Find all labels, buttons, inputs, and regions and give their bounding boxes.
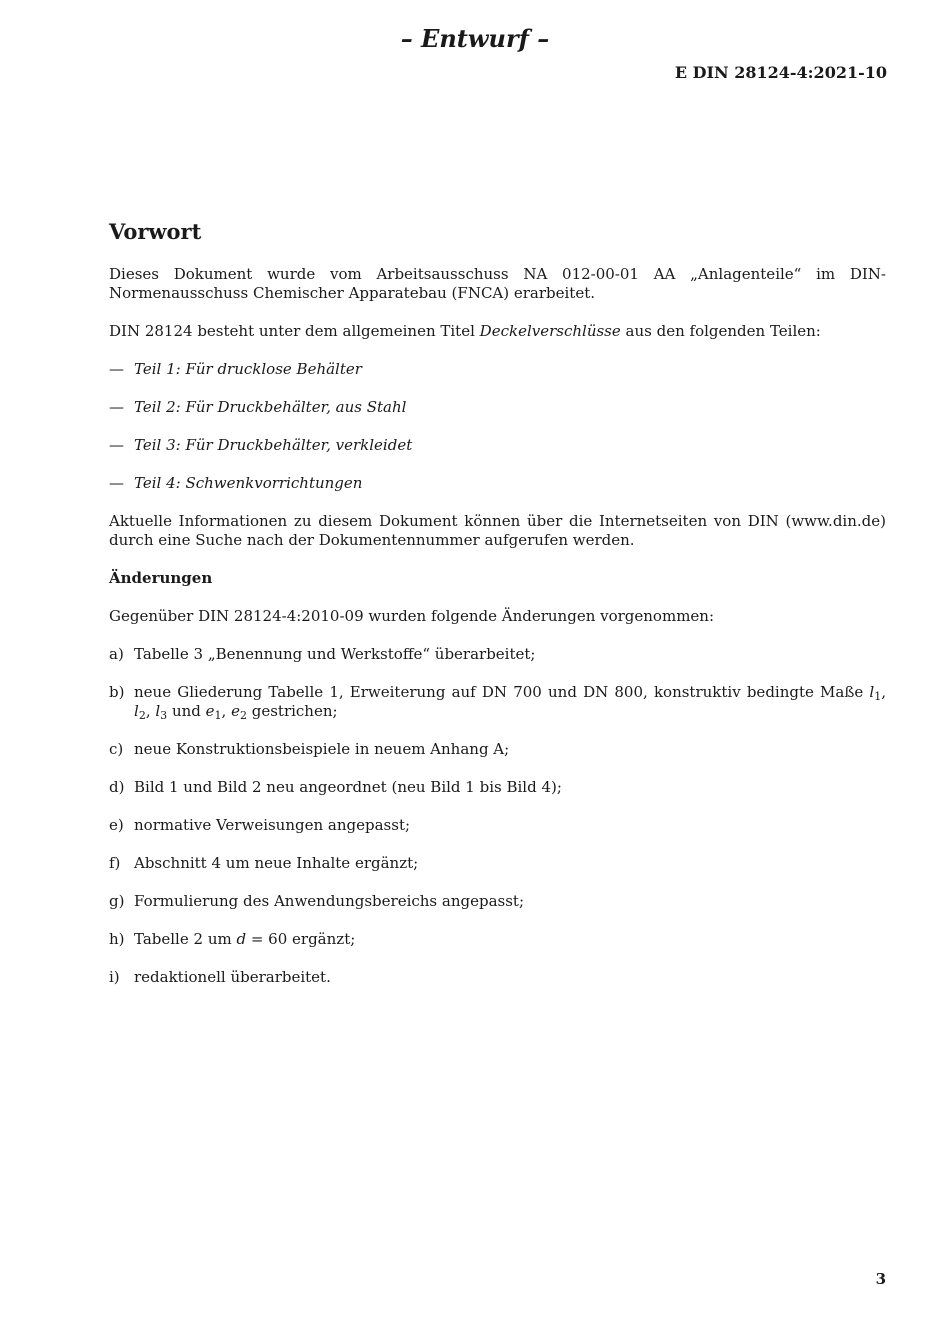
change-item-b xyxy=(109,683,886,721)
change-item-e xyxy=(109,816,886,835)
var-e2: e xyxy=(231,702,240,720)
foreword-paragraph-2 xyxy=(109,322,886,341)
item-text: Tabelle 3 „Benennung und Werkstoffe“ überarbeitet; xyxy=(134,645,536,663)
part-title: Teil 3: Für Druckbehälter, verkleidet xyxy=(134,436,413,454)
changes-heading: Änderungen xyxy=(109,569,213,587)
part-title: Teil 4: Schwenkvorrichtungen xyxy=(134,474,363,492)
sub-2: 2 xyxy=(138,709,146,722)
item-text xyxy=(134,930,886,949)
item-marker: i) xyxy=(109,968,120,986)
part-title: Teil 1: Für drucklose Behälter xyxy=(134,360,362,378)
var-d: d xyxy=(236,930,247,948)
item-text: redaktionell überarbeitet. xyxy=(134,968,331,986)
item-marker: g) xyxy=(109,892,125,910)
sub-3: 3 xyxy=(160,709,168,722)
separator: , xyxy=(221,702,232,720)
change-item-c xyxy=(109,740,886,759)
part-list-item xyxy=(109,360,886,379)
sub-e2: 2 xyxy=(239,709,247,722)
sub-e1: 1 xyxy=(214,709,222,722)
and-word: und xyxy=(167,702,206,720)
item-marker: c) xyxy=(109,740,124,758)
item-text: Formulierung des Anwendungsbereichs angepasst; xyxy=(134,892,524,910)
item-text xyxy=(134,683,886,721)
dash-marker: — xyxy=(109,398,124,416)
series-title: Deckelverschlüsse xyxy=(479,322,621,340)
var-e1: e xyxy=(205,702,215,720)
item-marker: b) xyxy=(109,683,125,701)
var-l2: l xyxy=(134,702,139,720)
change-item-h xyxy=(109,930,886,949)
item-b-text-before: neue Gliederung Tabelle 1, Erweiterung auf DN 700 und DN 800, konstruktiv bedingte Maße xyxy=(134,683,870,701)
changes-intro: Gegenüber DIN 28124-4:2010-09 wurden folgende Änderungen vorgenommen: xyxy=(109,607,715,625)
dash-marker: — xyxy=(109,436,124,454)
draft-label: – Entwurf – xyxy=(400,24,550,53)
document-number: E DIN 28124-4:2021-10 xyxy=(674,63,887,82)
sub-1: 1 xyxy=(874,690,882,703)
foreword-heading: Vorwort xyxy=(109,219,202,244)
part-list-item xyxy=(109,436,886,455)
foreword-paragraph-1: Dieses Dokument wurde vom Arbeitsausschuss NA 012-00-01 AA „Anlagenteile“ im DIN-Normenausschuss Chemischer Apparatebau (FNCA) erarbeitet. xyxy=(109,265,886,302)
item-marker: e) xyxy=(109,816,124,834)
change-item-i xyxy=(109,968,886,987)
dash-marker: — xyxy=(109,360,124,378)
para2-text-before: DIN 28124 besteht unter dem allgemeinen Titel xyxy=(109,322,480,340)
para2-text-after: aus den folgenden Teilen: xyxy=(620,322,821,340)
item-h-text-before: Tabelle 2 um xyxy=(134,930,237,948)
separator: , xyxy=(145,702,156,720)
dash-marker: — xyxy=(109,474,124,492)
document-body xyxy=(109,218,886,1006)
change-item-a xyxy=(109,645,886,664)
var-l1: l xyxy=(869,683,875,701)
item-marker: a) xyxy=(109,645,124,663)
part-list-item xyxy=(109,398,886,417)
part-list-item xyxy=(109,474,886,493)
foreword-paragraph-3: Aktuelle Informationen zu diesem Dokument können über die Internetseiten von DIN (www.din.de) durch eine Suche nach der Dokumentennummer aufgerufen werden. xyxy=(109,512,886,549)
item-text: Abschnitt 4 um neue Inhalte ergänzt; xyxy=(134,854,419,872)
item-marker: d) xyxy=(109,778,125,796)
item-marker: f) xyxy=(109,854,121,872)
change-item-g xyxy=(109,892,886,911)
separator: , xyxy=(881,683,886,701)
item-h-text-after: = 60 ergänzt; xyxy=(246,930,356,948)
item-text: normative Verweisungen angepasst; xyxy=(134,816,411,834)
item-b-text-after: gestrichen; xyxy=(246,702,338,720)
part-title: Teil 2: Für Druckbehälter, aus Stahl xyxy=(134,398,407,416)
item-marker: h) xyxy=(109,930,125,948)
change-item-f xyxy=(109,854,886,873)
change-item-d xyxy=(109,778,886,797)
item-text: Bild 1 und Bild 2 neu angeordnet (neu Bild 1 bis Bild 4); xyxy=(134,778,562,796)
page-number: 3 xyxy=(875,1270,886,1288)
var-l3: l xyxy=(155,702,161,720)
item-text: neue Konstruktionsbeispiele in neuem Anhang A; xyxy=(134,740,510,758)
